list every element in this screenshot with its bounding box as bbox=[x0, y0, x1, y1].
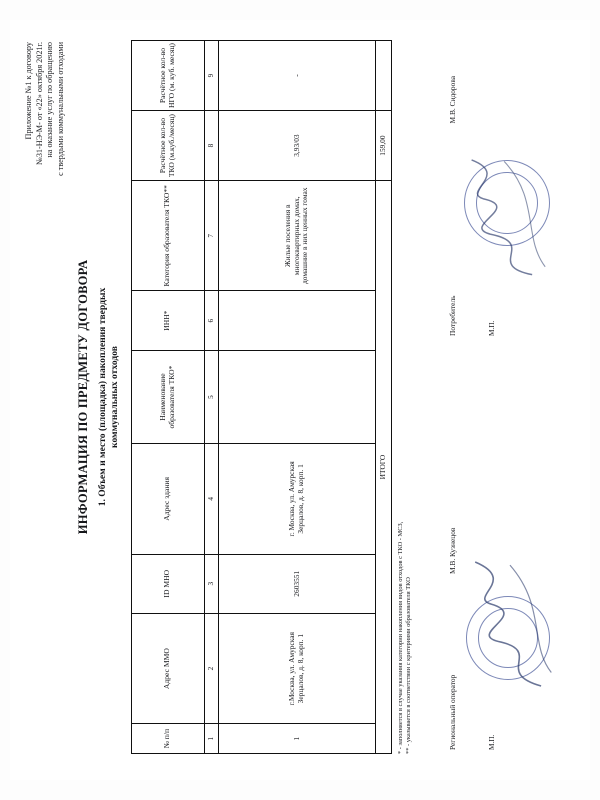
table-total-row bbox=[375, 41, 391, 754]
col-header-number: № п/п bbox=[131, 724, 204, 754]
cell-row-number: 1 bbox=[218, 724, 375, 754]
document-sheet bbox=[10, 20, 590, 780]
cell-building-address: г. Москва, ул. Амурская Зерцалов, д. 8, корп. 1 bbox=[218, 444, 375, 554]
col-num-9: 9 bbox=[204, 41, 218, 111]
handwritten-signature-left bbox=[450, 542, 566, 704]
page-subtitle bbox=[97, 40, 121, 754]
footnote-1: * - заполняется в случае указания категории накопления видов отходов с ТКО - МСЗ, bbox=[396, 521, 404, 754]
footnote-2: ** - указывается в соответствии с критериями образователя ТКО bbox=[405, 577, 413, 754]
total-tko: 159,00 bbox=[375, 111, 391, 181]
col-header-ngo-volume: Расчётное кол-во НГО (м. куб. месяц) bbox=[131, 41, 204, 111]
total-ngo bbox=[375, 41, 391, 111]
cell-mno-id: 2603551 bbox=[218, 554, 375, 613]
signature-role-right: Потребитель bbox=[447, 295, 457, 336]
cell-inn bbox=[218, 291, 375, 350]
table-header-row bbox=[131, 41, 204, 754]
signature-block bbox=[440, 40, 560, 754]
col-num-1: 1 bbox=[204, 724, 218, 754]
header-line-2: №31-НЭ-М- от «22» октября 2021г. bbox=[34, 42, 44, 165]
col-header-tko-volume: Расчётное кол-во ТКО (м.куб./месяц) bbox=[131, 111, 204, 181]
cell-tko-volume: 3,93/03 bbox=[218, 111, 375, 181]
col-num-7: 7 bbox=[204, 181, 218, 291]
col-header-inn: ИНН* bbox=[131, 291, 204, 350]
col-header-mno-id: ID МНО bbox=[131, 554, 204, 613]
signature-role-left: Региональный оператор bbox=[447, 674, 457, 750]
col-num-5: 5 bbox=[204, 350, 218, 443]
col-header-mno-address: Адрес ММО bbox=[131, 613, 204, 723]
document-reference-header bbox=[24, 42, 66, 754]
subtitle-line-2: коммунальных отходов bbox=[108, 346, 120, 448]
subtitle-line-1: 1. Объем и место (площадка) накопления твердых bbox=[97, 287, 108, 507]
cell-producer-name bbox=[218, 350, 375, 443]
page-title: ИНФОРМАЦИЯ ПО ПРЕДМЕТУ ДОГОВОРА bbox=[76, 259, 90, 535]
col-header-category: Категория образователя ТКО** bbox=[131, 181, 204, 291]
waste-volume-table bbox=[131, 40, 392, 754]
col-num-2: 2 bbox=[204, 613, 218, 723]
col-header-producer-name: Наименование образователя ТКО* bbox=[131, 350, 204, 443]
header-line-1: Приложение №1 к договору bbox=[24, 42, 33, 140]
total-label: ИТОГО bbox=[375, 181, 391, 754]
col-num-8: 8 bbox=[204, 111, 218, 181]
cell-category: Жилые поселения в многоквартирных домах, домашние в них ценных гомах bbox=[218, 181, 375, 291]
col-header-building-address: Адрес здания bbox=[131, 444, 204, 554]
signature-mp-right: М.П. bbox=[487, 320, 496, 336]
header-line-3: на оказание услуг по обращению bbox=[45, 42, 54, 158]
col-num-4: 4 bbox=[204, 444, 218, 554]
signature-mp-left: М.П. bbox=[487, 734, 496, 750]
footnotes bbox=[397, 40, 414, 754]
handwritten-signature-right bbox=[449, 142, 560, 293]
table-column-number-row bbox=[204, 41, 218, 754]
signature-name-left: М.В. Кузнецов bbox=[447, 527, 457, 574]
table-row bbox=[218, 41, 375, 754]
header-line-4: с твердыми коммунальными отходами bbox=[55, 42, 65, 176]
col-num-3: 3 bbox=[204, 554, 218, 613]
col-num-6: 6 bbox=[204, 291, 218, 350]
cell-mno-address: г.Москва, ул. Амурская Зерцалов, д. 8, корп. 1 bbox=[218, 613, 375, 723]
cell-ngo-volume: - bbox=[218, 41, 375, 111]
signature-name-right: М.В. Сидорова bbox=[447, 76, 457, 124]
